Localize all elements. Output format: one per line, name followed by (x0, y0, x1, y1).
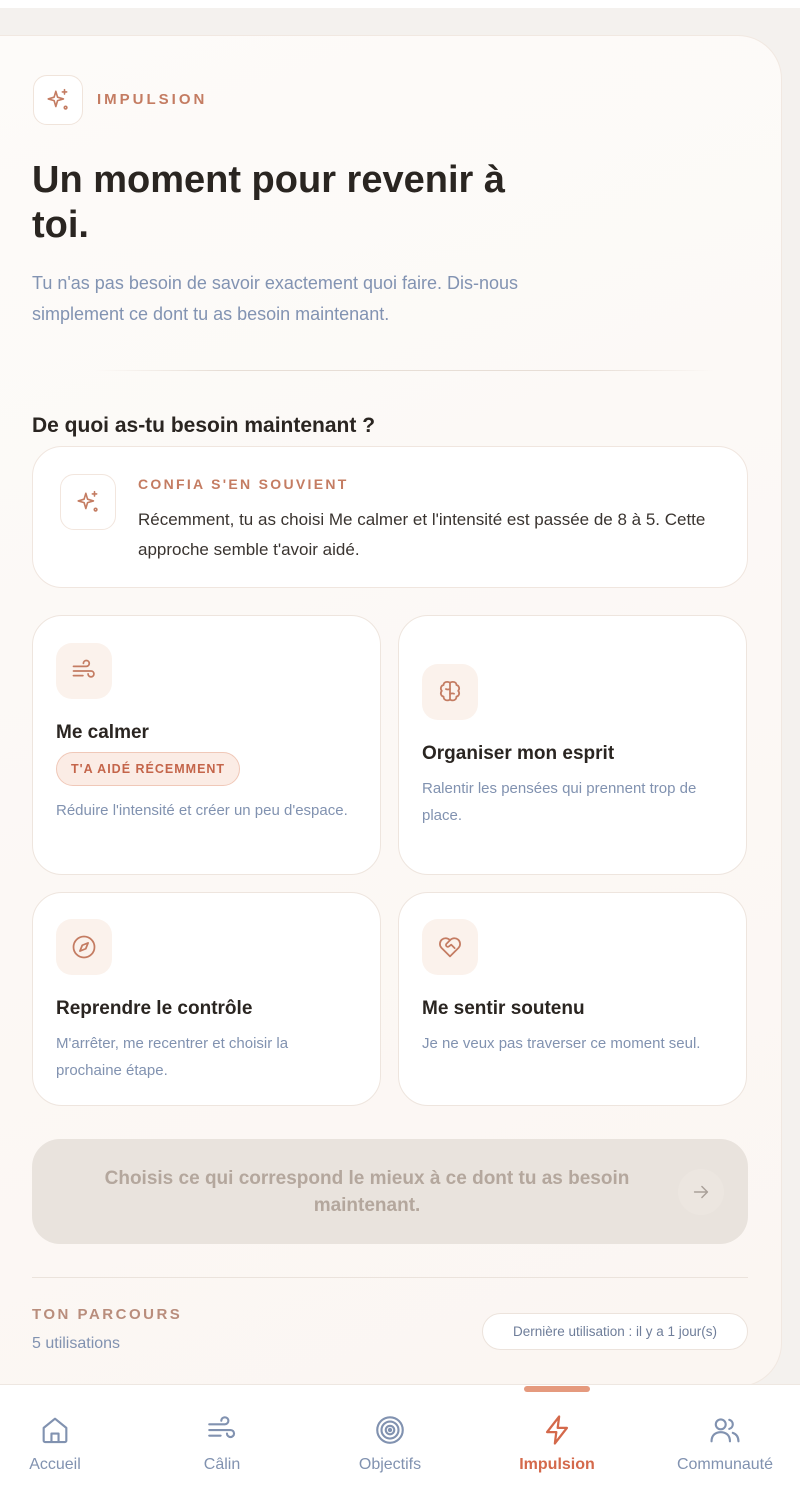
page-eyebrow: IMPULSION (97, 91, 208, 108)
section-divider (95, 370, 715, 371)
tab-communaute[interactable] (645, 1385, 800, 1506)
tab-label: Communauté (676, 1456, 774, 1473)
journey-count: 5 utilisations (32, 1335, 121, 1352)
option-me-calmer[interactable] (32, 615, 381, 875)
sparkles-icon (45, 87, 71, 113)
tab-label: Objectifs (358, 1456, 422, 1473)
compass-icon (70, 933, 98, 961)
heart-handshake-icon (436, 933, 464, 961)
option-name: Me calmer (56, 722, 149, 743)
option-name: Reprendre le contrôle (56, 998, 253, 1019)
option-reprendre-le-controle[interactable] (32, 892, 381, 1106)
arrow-right-icon (690, 1181, 712, 1203)
home-icon (38, 1413, 72, 1447)
bottom-tab-bar (0, 1384, 800, 1506)
section-question: De quoi as-tu besoin maintenant ? (32, 414, 376, 437)
brain-icon (436, 678, 464, 706)
tab-objectifs[interactable] (310, 1385, 470, 1506)
option-description: M'arrêter, me recentrer et choisir la prochaine étape. (56, 1035, 289, 1079)
memory-text: Récemment, tu as choisi Me calmer et l'intensité est passée de 8 à 5. Cette approche semble t'avoir aidé. (138, 510, 706, 559)
tab-accueil[interactable] (0, 1385, 135, 1506)
continue-button-label: Choisis ce qui correspond le mieux à ce dont tu as besoin maintenant. (104, 1168, 630, 1216)
page-title: Un moment pour revenir à toi. (32, 159, 505, 246)
option-me-sentir-soutenu[interactable] (398, 892, 747, 1106)
wind-icon (205, 1413, 239, 1447)
option-description: Ralentir les pensées qui prennent trop de place. (422, 780, 697, 824)
tab-label: Impulsion (519, 1456, 595, 1473)
tab-calin[interactable] (142, 1385, 302, 1506)
option-name: Organiser mon esprit (422, 743, 615, 764)
header-icon-box (33, 75, 83, 125)
continue-button[interactable] (32, 1139, 748, 1244)
target-icon (373, 1413, 407, 1447)
wind-icon (70, 657, 98, 685)
recent-help-badge: T'A AIDÉ RÉCEMMENT (56, 752, 240, 786)
journey-divider (32, 1277, 748, 1278)
option-icon-box (422, 919, 478, 975)
option-organiser-mon-esprit[interactable] (398, 615, 747, 875)
journey-label: TON PARCOURS (32, 1306, 183, 1323)
tab-label: Câlin (203, 1456, 241, 1473)
memory-card (32, 446, 748, 588)
tab-impulsion[interactable] (477, 1385, 637, 1506)
option-name: Me sentir soutenu (422, 998, 585, 1019)
top-strip (0, 0, 800, 8)
users-icon (708, 1413, 742, 1447)
option-description: Je ne veux pas traverser ce moment seul. (422, 1035, 701, 1052)
last-used-pill: Dernière utilisation : il y a 1 jour(s) (482, 1313, 748, 1350)
sparkles-icon (75, 489, 101, 515)
option-icon-box (56, 919, 112, 975)
tab-label: Accueil (29, 1456, 81, 1473)
arrow-circle (678, 1169, 724, 1215)
option-description: Réduire l'intensité et créer un peu d'espace. (56, 802, 348, 819)
page-subtitle: Tu n'as pas besoin de savoir exactement quoi faire. Dis-nous simplement ce dont tu as besoin maintenant. (32, 273, 519, 324)
memory-icon-box (60, 474, 116, 530)
option-icon-box (56, 643, 112, 699)
memory-label: CONFIA S'EN SOUVIENT (138, 476, 349, 492)
lightning-icon (540, 1413, 574, 1447)
option-icon-box (422, 664, 478, 720)
active-tab-indicator (524, 1386, 590, 1392)
